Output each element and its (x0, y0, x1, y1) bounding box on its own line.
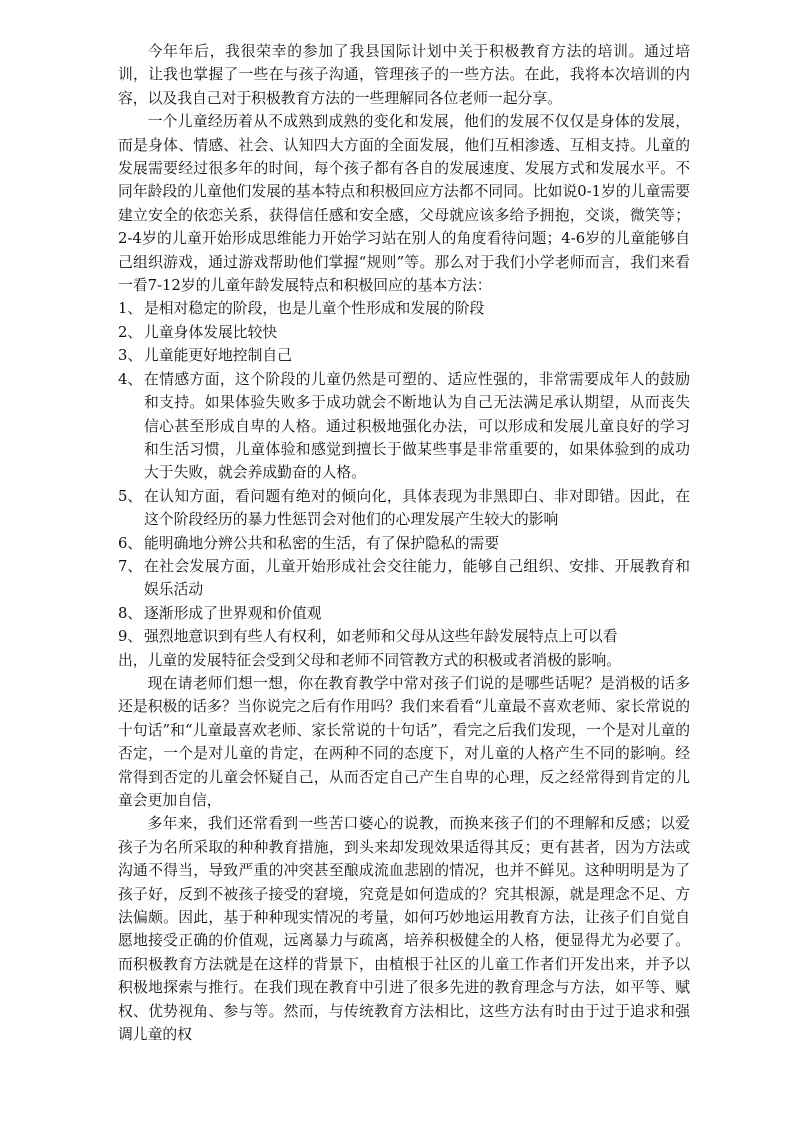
age-characteristics-list (118, 297, 690, 648)
list-item-number: 8、 (118, 604, 143, 622)
intro-paragraph: 今年年后，我很荣幸的参加了我县国际计划中关于积极教育方法的培训。通过培训，让我也掌握了一些在与孩子沟通，管理孩子的一些方法。在此，我将本次培训的内容，以及我自己对于积极教育方法的一些理解同各位老师一起分享。 (118, 43, 690, 107)
list-item-number: 2、 (118, 323, 143, 341)
list-item-number: 6、 (118, 534, 143, 552)
list-item (118, 555, 690, 602)
list-item-number: 7、 (118, 557, 143, 575)
list-item (118, 344, 690, 367)
list-item (118, 532, 690, 555)
list-item (118, 602, 690, 625)
list-item-number: 1、 (118, 300, 143, 318)
document-page (118, 40, 690, 1046)
list-item (118, 297, 690, 320)
list-item-number: 5、 (118, 487, 143, 505)
list-item-text: 儿童身体发展比较快 (144, 323, 278, 341)
development-paragraph: 一个儿童经历着从不成熟到成熟的变化和发展，他们的发展不仅仅是身体的发展，而是身体、情感、社会、认知四大方面的全面发展，他们互相渗透、互相支持。儿童的发展需要经过很多年的时间，每个孩子都有各自的发展速度、发展方式和发展水平。不同年龄段的儿童他们发展的基本特点和积极回应方法都不同同。比如说0-1岁的儿童需要建立安全的依恋关系，获得信任感和安全感，父母就应该多给予拥抱，交谈，微笑等；2-4岁的儿童开始形成思维能力开始学习站在别人的角度看待问题；4-6岁的儿童能够自己组织游戏，通过游戏帮助他们掌握“规则”等。那么对于我们小学老师而言，我们来看一看7-12岁的儿童年龄发展特点和积极回应的基本方法： (118, 113, 690, 295)
list-continuation-text: 出，儿童的发展特征会受到父母和老师不同管教方式的积极或者消极的影响。 (118, 651, 622, 669)
list-item (118, 485, 690, 532)
list-item-number: 9、 (118, 628, 143, 646)
list-item-text: 是相对稳定的阶段，也是儿童个性形成和发展的阶段 (144, 300, 485, 318)
methods-paragraph: 多年来，我们还常看到一些苦口婆心的说教，而换来孩子们的不理解和反感；以爱孩子为名所采取的种种教育措施，到头来却发现效果适得其反；更有甚者，因为方法或沟通不得当，导致严重的冲突甚至酿成流血悲剧的情况，也并不鲜见。这种明明是为了孩子好，反到不被孩子接受的窘境，究竟是如何造成的？究其根源，就是理念不足、方法偏颇。因此，基于种种现实情况的考量，如何巧妙地运用教育方法，让孩子们自觉自愿地接受正确的价值观，远离暴力与疏离，培养积极健全的人格，便显得尤为必要了。而积极教育方法就是在这样的背景下，由植根于社区的儿童工作者们开发出来，并予以积极地探索与推行。在我们现在教育中引进了很多先进的教育理念与方法，如平等、赋权、优势视角、参与等。然而，与传统教育方法相比，这些方法有时由于过于追求和强调儿童的权 (118, 815, 690, 1044)
reflection-paragraph: 现在请老师们想一想，你在教育教学中常对孩子们说的是哪些话呢？是消极的话多还是积极的话多？当你说完之后有作用吗？我们来看看“儿童最不喜欢老师、家长常说的十句话”和“儿童最喜欢老师、家长常说的十句话”，看完之后我们发现，一个是对儿童的否定，一个是对儿童的肯定，在两种不同的态度下，对儿童的人格产生不同的影响。经常得到否定的儿童会怀疑自己，从而否定自己产生自卑的心理，反之经常得到肯定的儿童会更加自信， (118, 674, 690, 809)
list-item-text: 儿童能更好地控制自己 (144, 347, 292, 365)
list-item-number: 3、 (118, 347, 143, 365)
list-item-text: 逐渐形成了世界观和价值观 (144, 604, 322, 622)
list-item (118, 321, 690, 344)
list-item-text: 能明确地分辨公共和私密的生活，有了保护隐私的需要 (144, 534, 500, 552)
list-item-text: 在情感方面，这个阶段的儿童仍然是可塑的、适应性强的，非常需要成年人的鼓励和支持。如果体验失败多于成功就会不断地认为自己无法满足承认期望，从而丧失信心甚至形成自卑的人格。通过积极地强化办法，可以形成和发展儿童良好的学习和生活习惯，儿童体验和感觉到擅长于做某些事是非常重要的，如果体验到的成功大于失败，就会养成勤奋的人格。 (144, 370, 690, 482)
list-item-text: 强烈地意识到有些人有权利，如老师和父母从这些年龄发展特点上可以看 (144, 628, 618, 646)
list-item-number: 4、 (118, 370, 143, 388)
list-item (118, 625, 690, 648)
list-item (118, 368, 690, 485)
list-item-text: 在社会发展方面，儿童开始形成社会交往能力，能够自己组织、安排、开展教育和娱乐活动 (144, 557, 690, 599)
list-item-text: 在认知方面，看问题有绝对的倾向化，具体表现为非黑即白、非对即错。因此，在这个阶段经历的暴力性惩罚会对他们的心理发展产生较大的影响 (144, 487, 690, 529)
